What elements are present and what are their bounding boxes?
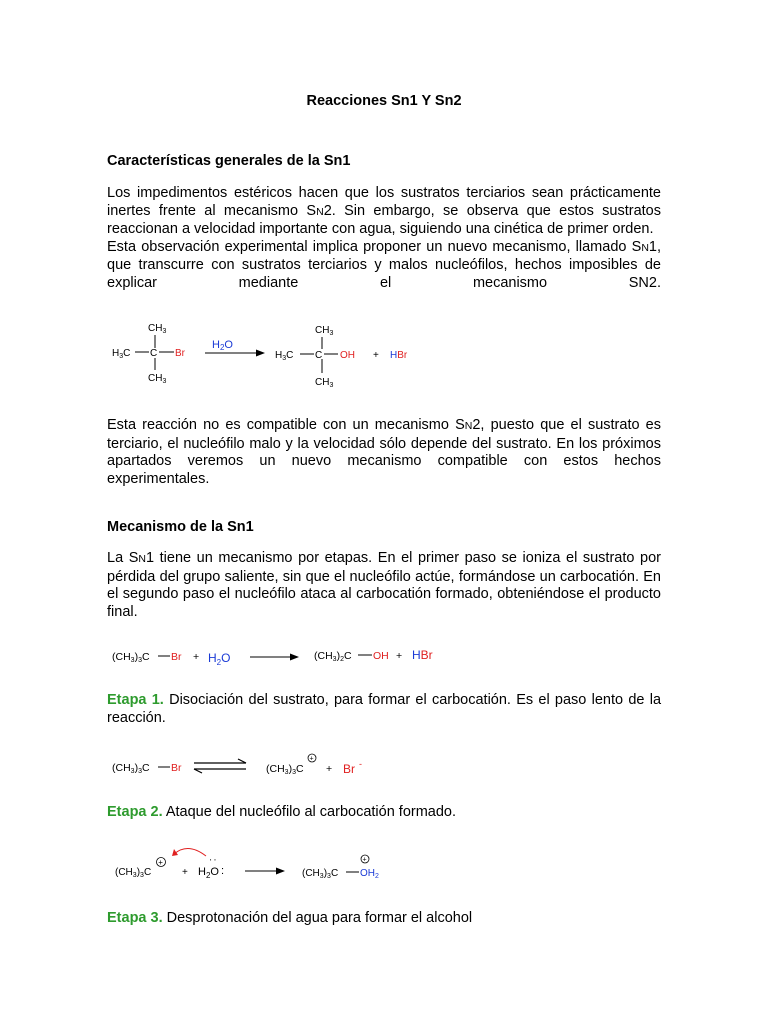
reaction-overall-sn1 xyxy=(108,640,448,670)
svg-text:+: + xyxy=(193,651,200,663)
svg-text:C: C xyxy=(150,348,158,359)
paragraph-sn2-incompatible: Esta reacción no es compatible con un mecanismo SN2, puesto que el sustrato es terciario, el nucleófilo malo y la velocidad sólo depende del sustrato. En los próximos apartados veremos un nuevo mecanismo compatible con estos hechos experimentales. xyxy=(107,417,661,487)
reaction-step-2-nucleophilic-attack xyxy=(108,840,398,890)
reaction-tert-butyl-bromide-hydrolysis xyxy=(100,315,430,395)
svg-text:CH3: $CH_3$ xyxy=(148,323,167,335)
svg-text:+: + xyxy=(326,763,333,775)
svg-text::: : xyxy=(221,865,225,877)
svg-text:H2O: $H_2O$ xyxy=(208,651,231,667)
svg-text:(CH3)3C: $(CH_3)_3C$ xyxy=(302,868,339,880)
svg-text:H3C: $H_3C$ xyxy=(275,350,294,362)
svg-text:+: + xyxy=(373,350,379,361)
svg-text:+: + xyxy=(158,857,163,867)
svg-text:H3C: $H_3C$ xyxy=(112,348,131,360)
svg-text:Br: Br xyxy=(175,348,185,359)
svg-text:+: + xyxy=(182,867,188,878)
svg-text:(CH3)3C: (CH3)3C xyxy=(112,762,150,775)
paragraph-step-2: Etapa 2. Ataque del nucleófilo al carbocatión formado. xyxy=(107,804,457,820)
svg-text:(CH3)3C: (CH3)3C xyxy=(266,763,304,776)
step-2-label: Etapa 2. xyxy=(107,804,163,820)
svg-text:C: C xyxy=(315,350,323,361)
svg-text:Br: Br xyxy=(171,762,182,774)
paragraph-sn1-mechanism: La SN1 tiene un mecanismo por etapas. En el primer paso se ioniza el sustrato por pérdida del grupo saliente, sin que el nucleófilo actúe, formándose un carbocatión. En el segundo paso el nucleófilo ataca al carbocatión formado, obteniéndose el producto final. xyxy=(107,550,661,620)
document-title: Reacciones Sn1 Y Sn2 xyxy=(306,93,462,109)
svg-text:OH2: $OH_2$ xyxy=(360,868,379,880)
svg-text:Br: Br xyxy=(171,651,182,663)
svg-text::: : xyxy=(207,858,218,862)
step-1-label: Etapa 1. xyxy=(107,692,164,708)
section-heading-sn1-characteristics: Características generales de la Sn1 xyxy=(107,153,351,169)
svg-text:(CH3)3C: $(CH_3)_3C$ xyxy=(115,867,152,879)
step-3-label: Etapa 3. xyxy=(107,910,163,926)
svg-text:+: + xyxy=(396,650,403,662)
svg-text:OH: OH xyxy=(340,350,355,361)
svg-text:H2O: $H_2O$ xyxy=(198,866,219,880)
svg-text:+: + xyxy=(309,755,314,763)
svg-text:H2O: H2O xyxy=(212,339,233,352)
svg-text:CH3: $CH_3$ xyxy=(148,373,167,385)
svg-text:(CH3)2C: (CH3)2C xyxy=(314,650,352,663)
svg-text:-: - xyxy=(359,759,362,769)
paragraph-step-3: Etapa 3. Desprotonación del agua para formar el alcohol xyxy=(107,910,473,926)
paragraph-step-1: Etapa 1. Disociación del sustrato, para formar el carbocatión. Es el paso lento de la reacción. xyxy=(107,692,662,726)
svg-text:HBr: HBr xyxy=(412,648,433,662)
svg-text:CH3: $CH_3$ xyxy=(315,377,334,389)
svg-text:CH3: $CH_3$ xyxy=(315,325,334,337)
svg-text:Br: Br xyxy=(343,762,355,776)
paragraph-steric-hindrance: Los impedimentos estéricos hacen que los sustratos terciarios sean prácticamente inertes frente al mecanismo SN2. Sin embargo, se observa que estos sustratos reaccionan a velocidad importante con agua, siguiendo una cinética de primer orden. Esta observación experimental implica proponer un nuevo mecanismo, llamado SN1, que transcurre con sustratos terciarios y malos nucleófilos, hechos imposibles de explicar mediante el mecanismo SN2. xyxy=(107,185,661,291)
reaction-step-1-dissociation xyxy=(108,748,378,780)
svg-text:+: + xyxy=(362,856,367,864)
svg-text:HBr: HBr xyxy=(390,350,408,361)
section-heading-sn1-mechanism: Mecanismo de la Sn1 xyxy=(107,519,254,535)
svg-text:(CH3)3C: (CH3)3C xyxy=(112,651,150,664)
svg-text:OH: OH xyxy=(373,650,389,662)
